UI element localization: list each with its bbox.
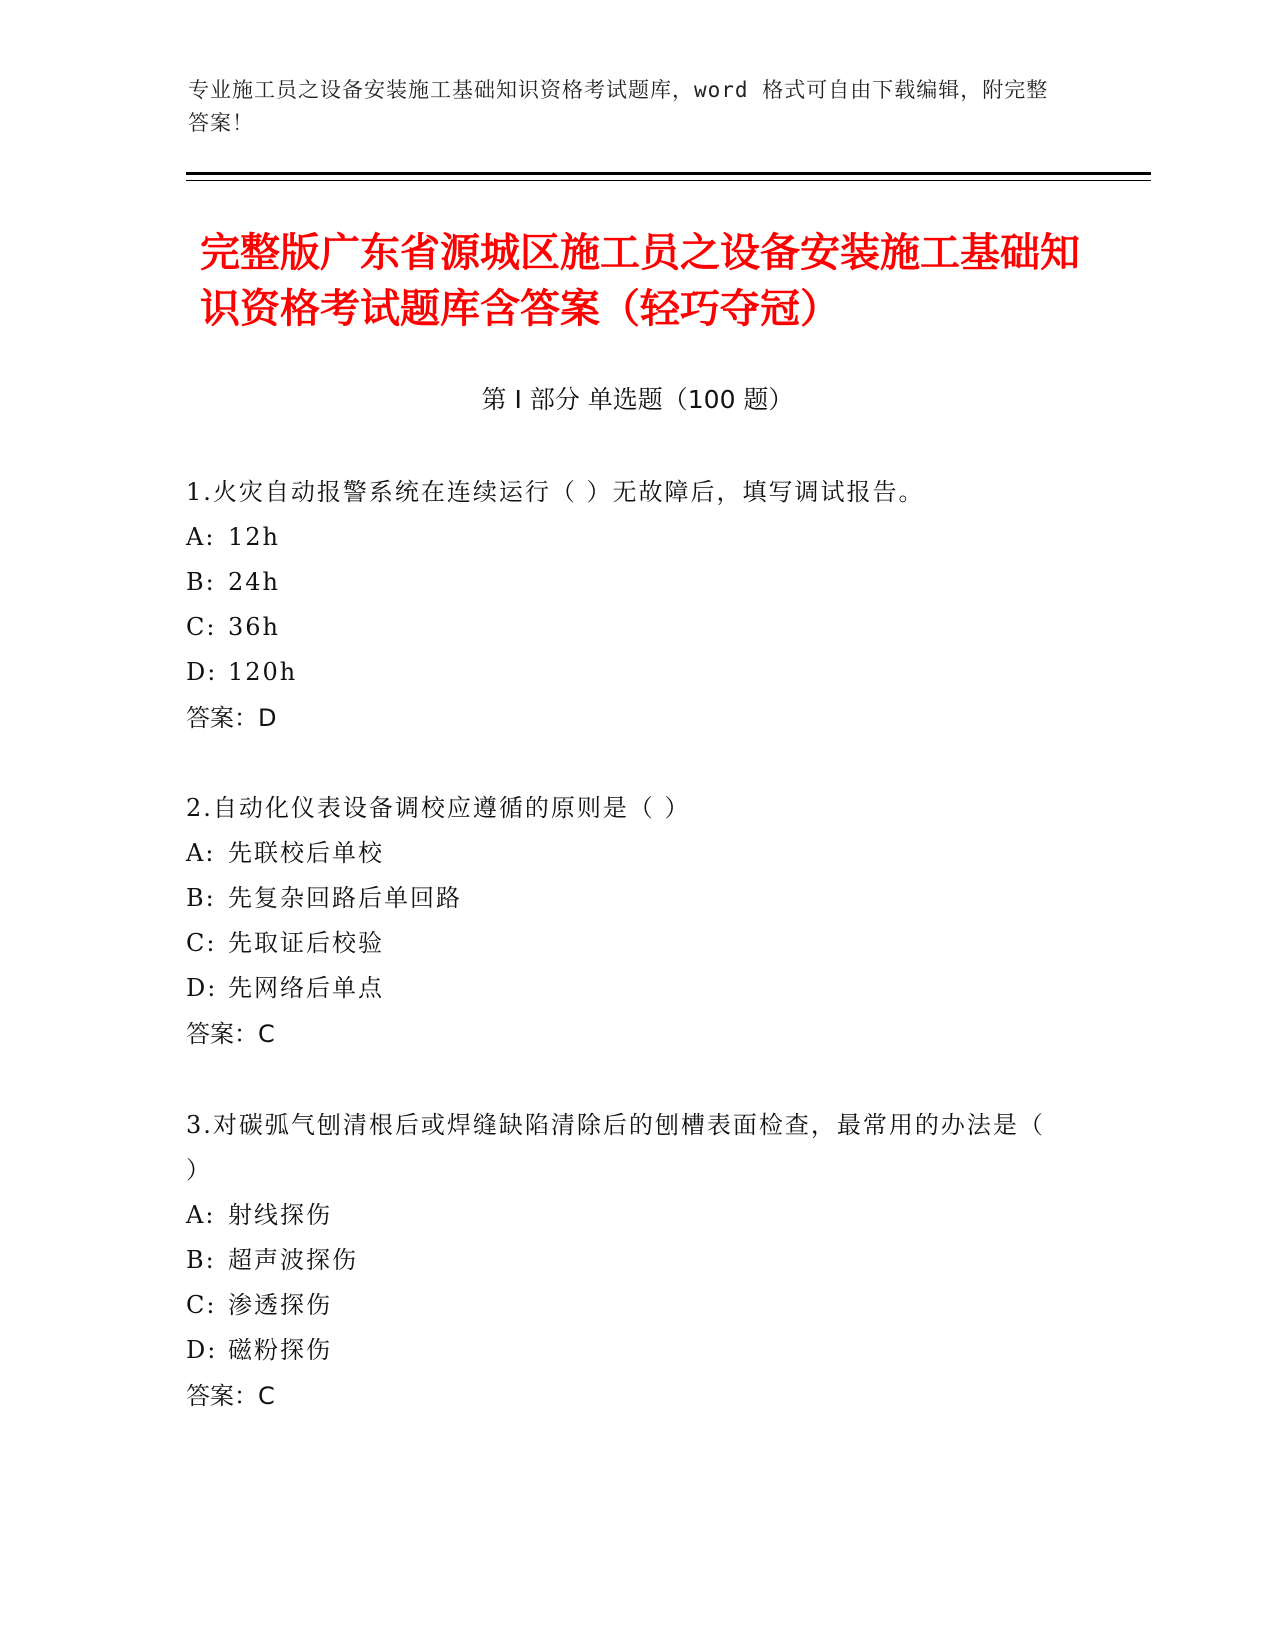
option-key: A: (186, 523, 216, 551)
option-c (186, 605, 1066, 650)
option-c (186, 921, 1066, 966)
option-key: C: (186, 929, 217, 957)
option-text: 36h (228, 613, 280, 641)
option-a (186, 515, 1066, 560)
option-text: 24h (228, 568, 280, 596)
option-b (186, 876, 1066, 921)
option-key: B: (186, 1246, 216, 1274)
option-text: 12h (228, 523, 280, 551)
option-text: 先联校后单校 (228, 839, 384, 867)
option-text: 120h (228, 658, 298, 686)
option-key: D: (186, 658, 218, 686)
header-divider-thin (186, 180, 1151, 181)
option-d (186, 1328, 1066, 1373)
question-2 (186, 786, 1066, 1057)
option-text: 渗透探伤 (228, 1291, 332, 1319)
option-d (186, 650, 1066, 695)
option-key: A: (186, 839, 216, 867)
option-key: B: (186, 568, 216, 596)
option-text: 磁粉探伤 (228, 1336, 332, 1364)
option-a (186, 1193, 1066, 1238)
option-key: C: (186, 613, 217, 641)
question-3 (186, 1103, 1066, 1419)
option-key: D: (186, 974, 218, 1002)
option-key: C: (186, 1291, 217, 1319)
section-heading: 第 I 部分 单选题（100 题） (481, 385, 794, 414)
question-stem: 2.自动化仪表设备调校应遵循的原则是（ ） (186, 794, 691, 822)
option-a (186, 831, 1066, 876)
option-text: 先复杂回路后单回路 (228, 884, 462, 912)
option-key: B: (186, 884, 216, 912)
header-note: 专业施工员之设备安装施工基础知识资格考试题库，word 格式可自由下载编辑，附完整答案！ (188, 78, 1049, 135)
answer-line: 答案：C (186, 1382, 275, 1410)
document-title: 完整版广东省源城区施工员之设备安装施工基础知识资格考试题库含答案（轻巧夺冠） (200, 230, 1080, 332)
option-key: D: (186, 1336, 218, 1364)
header-divider-thick (186, 172, 1151, 175)
question-1 (186, 470, 1066, 741)
option-text: 超声波探伤 (228, 1246, 358, 1274)
option-key: A: (186, 1201, 216, 1229)
answer-line: 答案：D (186, 704, 277, 732)
option-text: 先网络后单点 (228, 974, 384, 1002)
question-stem: 1.火灾自动报警系统在连续运行（ ）无故障后，填写调试报告。 (186, 478, 925, 506)
answer-line: 答案：C (186, 1020, 275, 1048)
option-b (186, 560, 1066, 605)
option-text: 先取证后校验 (228, 929, 384, 957)
option-text: 射线探伤 (228, 1201, 332, 1229)
question-stem: 3.对碳弧气刨清根后或焊缝缺陷清除后的刨槽表面检查，最常用的办法是（ ） (186, 1111, 1045, 1184)
option-d (186, 966, 1066, 1011)
option-c (186, 1283, 1066, 1328)
option-b (186, 1238, 1066, 1283)
